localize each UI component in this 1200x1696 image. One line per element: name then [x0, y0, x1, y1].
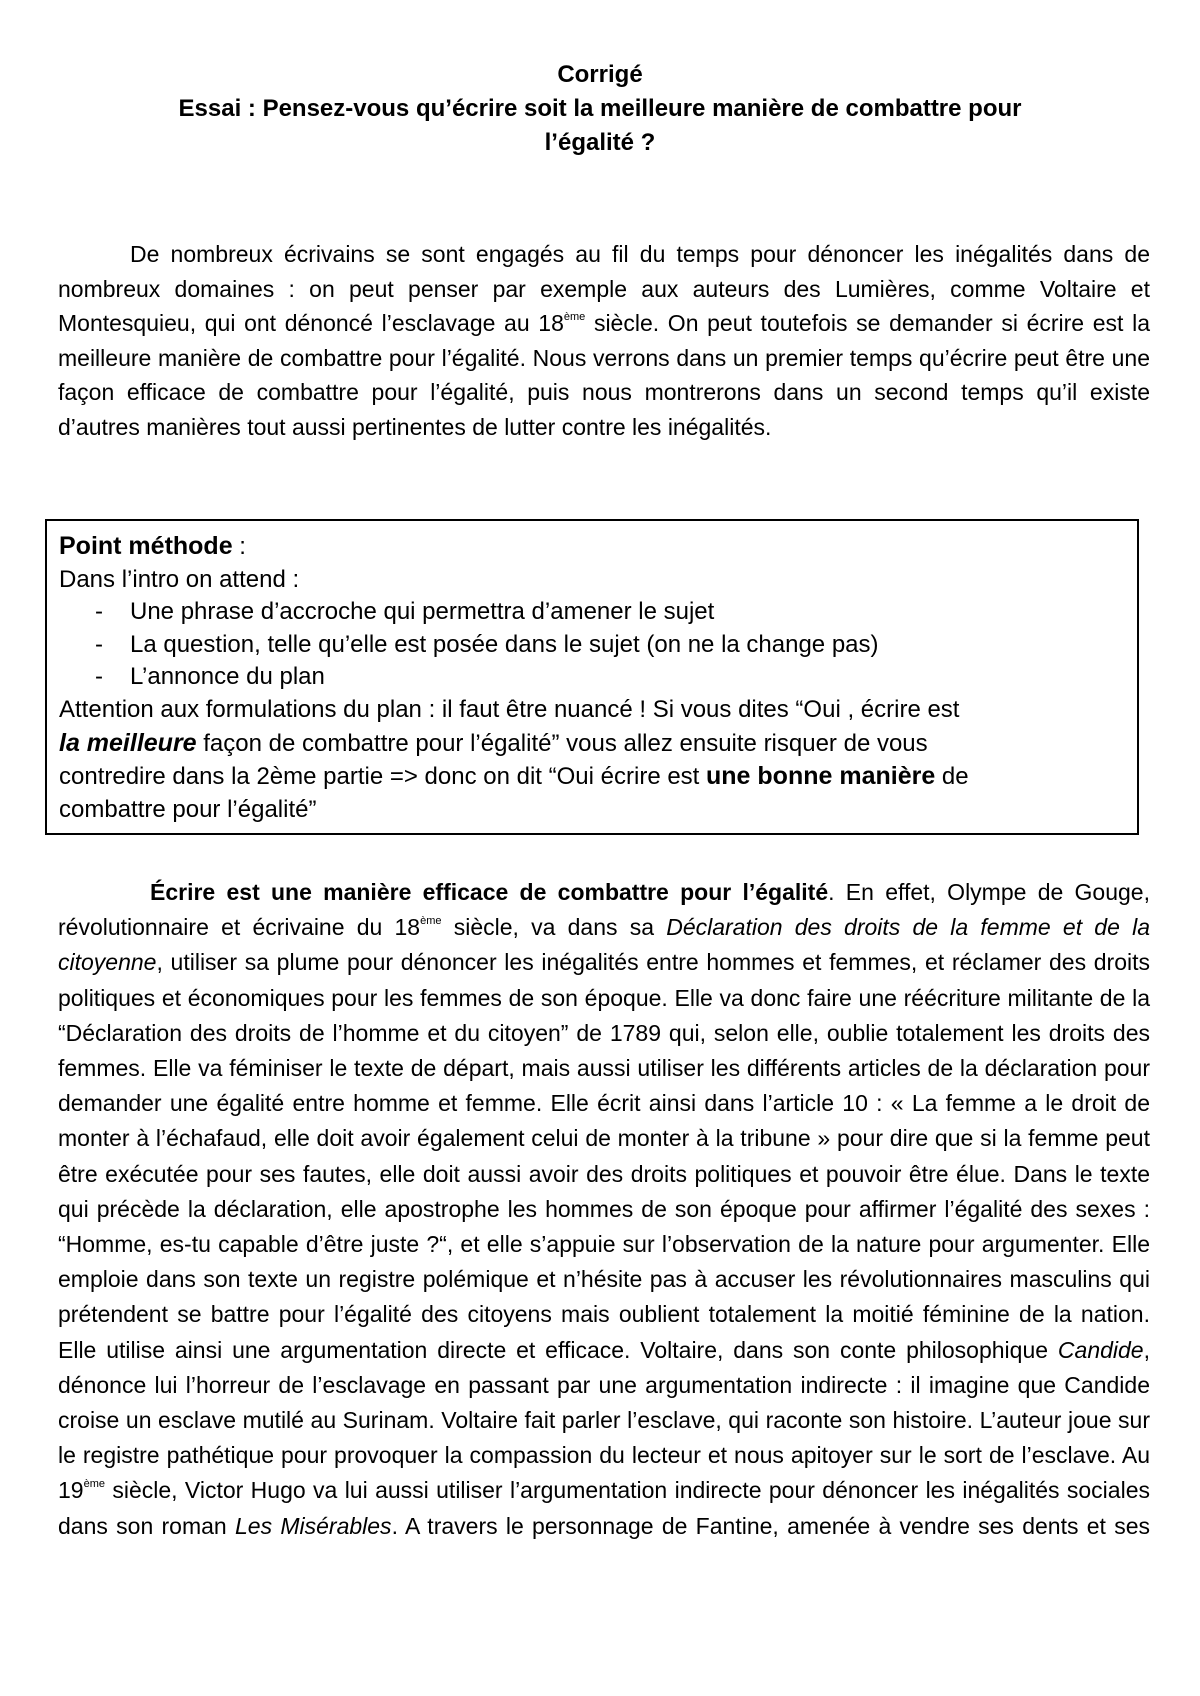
method-box-heading: [59, 530, 1125, 564]
work-title: Candide: [1057, 1336, 1144, 1363]
method-box-intro: Dans l’intro on attend :: [59, 565, 300, 593]
note-text: façon de combattre pour l’égalité” vous allez ensuite risquer de vous: [196, 729, 928, 757]
method-box-list-item: [59, 596, 1125, 629]
method-box-note-line-3: [59, 760, 1125, 794]
dash-bullet: -: [95, 663, 103, 691]
method-box-note-line-2: [59, 727, 1125, 761]
body-text: . En effet, Olympe de Gouge, révolutionnaire et écrivaine du 18: [58, 879, 1150, 941]
essay-question-line-1: Essai : Pensez-vous qu’écrire soit la meilleure manière de combattre pour: [178, 95, 1022, 122]
document-header: [80, 58, 1120, 160]
method-box-list-item-text: La question, telle qu’elle est posée dans le sujet (on ne la change pas): [130, 630, 879, 658]
introduction-paragraph: [58, 237, 1150, 445]
page-title: Corrigé: [557, 61, 643, 88]
superscript-eme: ème: [420, 915, 442, 928]
intro-text-2: siècle. On peut toutefois se demander si écrire est la meilleure manière de combattre pour l’égalité. Nous verrons dans un premier temps qu’écrire peut être une façon efficace de combattre pour l’égalité, puis nous montrerons dans un second temps qu’il existe d’autres manières tout aussi pertinentes de lutter contre les inégalités.: [58, 310, 1150, 440]
method-box-list-item: [59, 661, 1125, 694]
dash-bullet: -: [95, 598, 103, 626]
body-text: siècle, va dans sa: [441, 914, 667, 941]
method-box-title: Point méthode: [59, 532, 233, 560]
method-box-list-item-text: Une phrase d’accroche qui permettra d’amener le sujet: [130, 598, 715, 626]
note-text: contredire dans la 2ème partie => donc on dit “Oui écrire est: [59, 763, 707, 791]
strong-text: une bonne manière: [706, 762, 936, 791]
body-paragraph: [58, 875, 1150, 1544]
method-box-list: [59, 596, 1125, 694]
superscript-eme: ème: [563, 311, 586, 324]
essay-question-line-2: l’égalité ?: [544, 129, 656, 156]
work-title: Les Misérables: [234, 1512, 392, 1539]
note-text: de: [935, 763, 969, 791]
body-text: siècle, Victor Hugo va lui aussi utiliser l’argumentation indirecte pour dénoncer les inégalités sociales dans son roman: [58, 1477, 1150, 1539]
dash-bullet: -: [95, 630, 103, 658]
method-box-list-item-text: L’annonce du plan: [130, 663, 325, 691]
intro-text-1: De nombreux écrivains se sont engagés au fil du temps pour dénoncer les inégalités dans de nombreux domaines : on peut penser par exemple aux auteurs des Lumières, comme Voltaire et Montesquieu, qui ont dénoncé l’esclavage au 18: [58, 241, 1150, 337]
method-box-note-line-1: Attention aux formulations du plan : il faut être nuancé ! Si vous dites “Oui , écrire est: [59, 695, 960, 723]
first-part: [58, 875, 1150, 1544]
emphasis-text: la meilleure: [59, 728, 197, 757]
work-title: Déclaration des droits de la femme et de la citoyenne: [58, 914, 1150, 976]
method-box-list-item: [59, 629, 1125, 662]
method-box: [45, 519, 1139, 835]
body-text: . A travers le personnage de Fantine, amenée à vendre ses dents et ses: [391, 1512, 1150, 1539]
body-text: , dénonce lui l’horreur de l’esclavage en passant par une argumentation indirecte : il imagine que Candide croise un esclave mutilé au Surinam. Voltaire fait parler l’esclave, qui raconte son histoire. L’auteur joue sur le registre pathétique pour provoquer la compassion du lecteur et nous apitoyer sur le sort de l’esclave. Au 19: [58, 1336, 1150, 1504]
method-box-title-suffix: :: [232, 533, 246, 560]
body-text: , utiliser sa plume pour dénoncer les inégalités entre hommes et femmes, et réclamer des droits politiques et économiques pour les femmes de son époque. Elle va donc faire une réécriture militante de la “Déclaration des droits de l’homme et du citoyen” de 1789 qui, selon elle, oublie totalement les droits des femmes. Elle va féminiser le texte de départ, mais aussi utiliser les différents articles de la déclaration pour demander une égalité entre homme et femme. Elle écrit ainsi dans l’article 10 : « La femme a le droit de monter à l’échafaud, elle doit avoir également celui de monter à la tribune » pour dire que si la femme peut être exécutée pour ses fautes, elle doit aussi avoir des droits politiques et pouvoir être élue. Dans le texte qui précède la déclaration, elle apostrophe les hommes de son époque pour affirmer l’égalité des sexes : “Homme, es-tu capable d’être juste ?“, et elle s’appuie sur l’observation de la nature pour argumenter. Elle emploie dans son texte un registre polémique et n’hésite pas à accuser les révolutionnaires masculins qui prétendent se battre pour l’égalité des citoyens mais oublient totalement la moitié féminine de la nation. Elle utilise ainsi une argumentation directe et efficace. Voltaire, dans son conte philosophique: [58, 949, 1150, 1363]
introduction: [58, 237, 1150, 445]
method-box-note-line-4: combattre pour l’égalité”: [59, 795, 317, 823]
part-thesis: Écrire est une manière efficace de combattre pour l’égalité: [150, 879, 829, 905]
superscript-eme: ème: [83, 1478, 105, 1491]
